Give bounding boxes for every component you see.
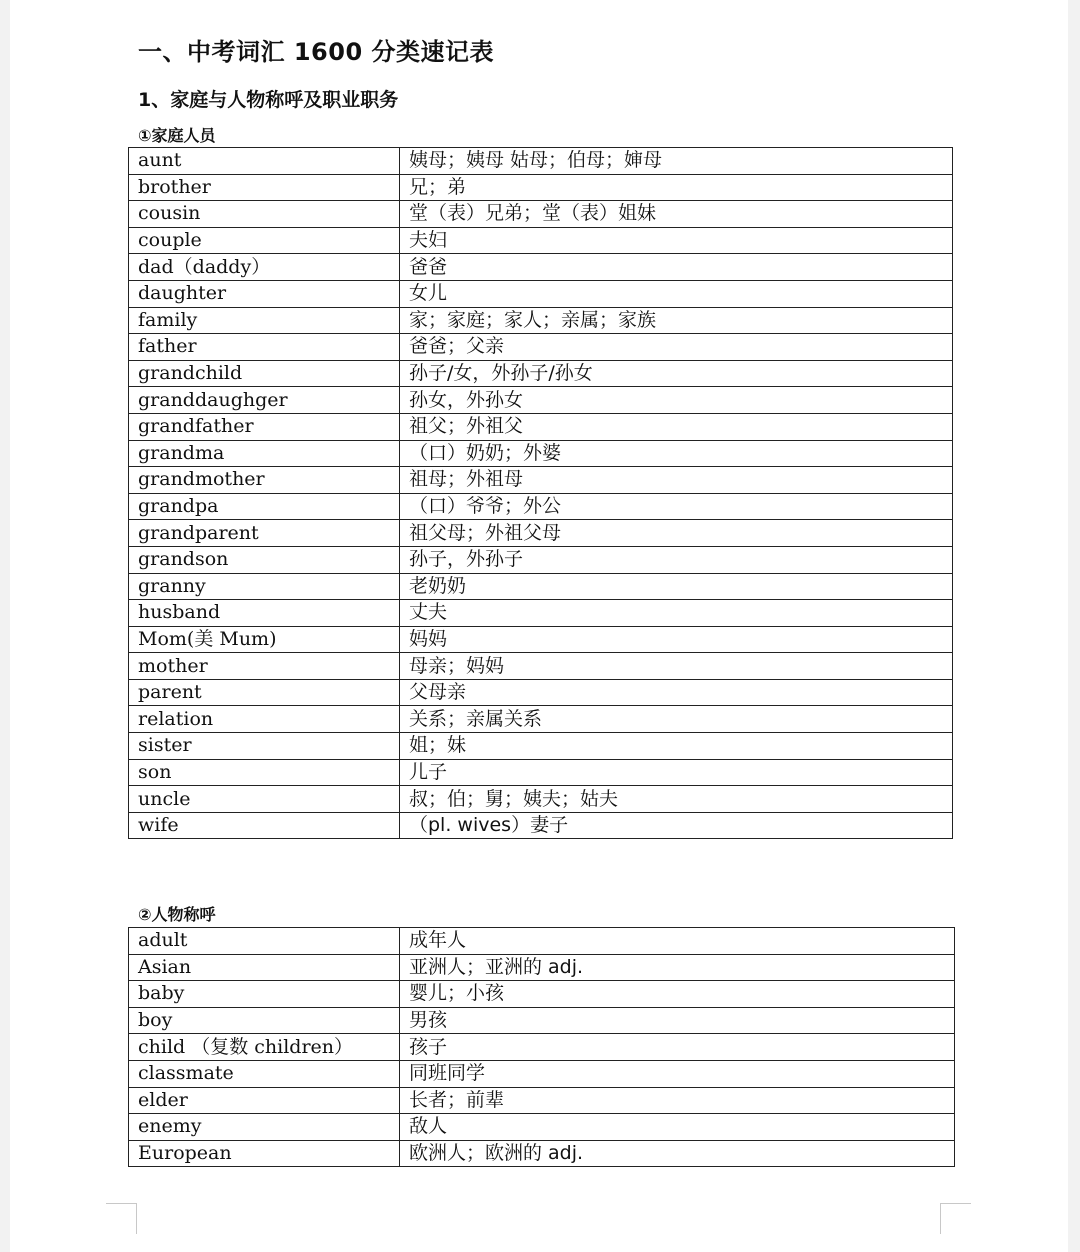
meaning-cell: （口）奶奶；外婆	[400, 440, 953, 467]
word-cell: son	[129, 759, 400, 786]
table-row	[129, 334, 953, 361]
meaning-cell: 家；家庭；家人；亲属；家族	[400, 307, 953, 334]
word-cell: dad（daddy）	[129, 254, 400, 281]
meaning-cell: 孙女，外孙女	[400, 387, 953, 414]
word-cell: aunt	[129, 148, 400, 175]
meaning-cell: （口）爷爷；外公	[400, 493, 953, 520]
table-row	[129, 733, 953, 760]
meaning-cell: 孙子/女，外孙子/孙女	[400, 360, 953, 387]
table-row	[129, 653, 953, 680]
word-cell: sister	[129, 733, 400, 760]
word-cell: Asian	[129, 954, 400, 981]
people-vocab-table	[128, 927, 955, 1167]
table-row	[129, 148, 953, 175]
word-cell: baby	[129, 981, 400, 1008]
word-cell: grandmother	[129, 467, 400, 494]
word-cell: elder	[129, 1087, 400, 1114]
table-row	[129, 467, 953, 494]
table-row	[129, 174, 953, 201]
word-cell: grandfather	[129, 413, 400, 440]
table-row	[129, 493, 953, 520]
word-cell: child （复数 children）	[129, 1034, 400, 1061]
table-row	[129, 360, 953, 387]
table-row	[129, 227, 953, 254]
table-row	[129, 600, 953, 627]
word-cell: mother	[129, 653, 400, 680]
meaning-cell: 姨母；姨母 姑母；伯母；婶母	[400, 148, 953, 175]
word-cell: brother	[129, 174, 400, 201]
table-row	[129, 254, 953, 281]
meaning-cell: 敌人	[400, 1114, 955, 1141]
table-row	[129, 307, 953, 334]
word-cell: European	[129, 1140, 400, 1167]
meaning-cell: 堂（表）兄弟；堂（表）姐妹	[400, 201, 953, 228]
word-cell: grandpa	[129, 493, 400, 520]
meaning-cell: 婴儿；小孩	[400, 981, 955, 1008]
table-row	[129, 201, 953, 228]
page-corner-mark	[940, 1203, 971, 1234]
meaning-cell: 祖母；外祖母	[400, 467, 953, 494]
table-row	[129, 440, 953, 467]
meaning-cell: 叔；伯；舅；姨夫；姑夫	[400, 786, 953, 813]
meaning-cell: 同班同学	[400, 1060, 955, 1087]
word-cell: wife	[129, 812, 400, 839]
word-cell: grandson	[129, 546, 400, 573]
meaning-cell: 兄；弟	[400, 174, 953, 201]
meaning-cell: 夫妇	[400, 227, 953, 254]
meaning-cell: 爸爸	[400, 254, 953, 281]
word-cell: daughter	[129, 280, 400, 307]
word-cell: parent	[129, 679, 400, 706]
table-row	[129, 786, 953, 813]
family-vocab-table	[128, 147, 953, 839]
meaning-cell: 亚洲人；亚洲的 adj.	[400, 954, 955, 981]
word-cell: father	[129, 334, 400, 361]
table-row	[129, 387, 953, 414]
section-heading: 1、家庭与人物称呼及职业职务	[138, 89, 399, 111]
meaning-cell: 女儿	[400, 280, 953, 307]
word-cell: classmate	[129, 1060, 400, 1087]
table-row	[129, 928, 955, 955]
people-heading: ②人物称呼	[138, 905, 216, 924]
word-cell: granddaughger	[129, 387, 400, 414]
table-row	[129, 1114, 955, 1141]
table-row	[129, 1140, 955, 1167]
table-row	[129, 520, 953, 547]
table-row	[129, 1007, 955, 1034]
meaning-cell: 关系；亲属关系	[400, 706, 953, 733]
meaning-cell: 孩子	[400, 1034, 955, 1061]
meaning-cell: 丈夫	[400, 600, 953, 627]
word-cell: cousin	[129, 201, 400, 228]
meaning-cell: 儿子	[400, 759, 953, 786]
word-cell: couple	[129, 227, 400, 254]
table-row	[129, 706, 953, 733]
meaning-cell: 成年人	[400, 928, 955, 955]
table-row	[129, 679, 953, 706]
word-cell: boy	[129, 1007, 400, 1034]
table-row	[129, 626, 953, 653]
family-heading: ①家庭人员	[138, 126, 216, 145]
word-cell: grandparent	[129, 520, 400, 547]
word-cell: grandma	[129, 440, 400, 467]
word-cell: husband	[129, 600, 400, 627]
table-row	[129, 546, 953, 573]
meaning-cell: 母亲；妈妈	[400, 653, 953, 680]
table-row	[129, 413, 953, 440]
table-row	[129, 759, 953, 786]
table-row	[129, 573, 953, 600]
table-row	[129, 812, 953, 839]
word-cell: Mom(美 Mum)	[129, 626, 400, 653]
word-cell: granny	[129, 573, 400, 600]
table-row	[129, 280, 953, 307]
meaning-cell: 欧洲人；欧洲的 adj.	[400, 1140, 955, 1167]
table-row	[129, 1087, 955, 1114]
page-corner-mark	[106, 1203, 137, 1234]
word-cell: relation	[129, 706, 400, 733]
meaning-cell: 老奶奶	[400, 573, 953, 600]
word-cell: enemy	[129, 1114, 400, 1141]
meaning-cell: 妈妈	[400, 626, 953, 653]
meaning-cell: （pl. wives）妻子	[400, 812, 953, 839]
table-row	[129, 1060, 955, 1087]
meaning-cell: 父母亲	[400, 679, 953, 706]
meaning-cell: 长者；前辈	[400, 1087, 955, 1114]
meaning-cell: 孙子，外孙子	[400, 546, 953, 573]
meaning-cell: 姐；妹	[400, 733, 953, 760]
table-row	[129, 1034, 955, 1061]
meaning-cell: 祖父；外祖父	[400, 413, 953, 440]
meaning-cell: 爸爸；父亲	[400, 334, 953, 361]
word-cell: grandchild	[129, 360, 400, 387]
table-row	[129, 981, 955, 1008]
word-cell: uncle	[129, 786, 400, 813]
page-title: 一、中考词汇 1600 分类速记表	[138, 38, 495, 66]
word-cell: adult	[129, 928, 400, 955]
table-row	[129, 954, 955, 981]
meaning-cell: 男孩	[400, 1007, 955, 1034]
word-cell: family	[129, 307, 400, 334]
meaning-cell: 祖父母；外祖父母	[400, 520, 953, 547]
